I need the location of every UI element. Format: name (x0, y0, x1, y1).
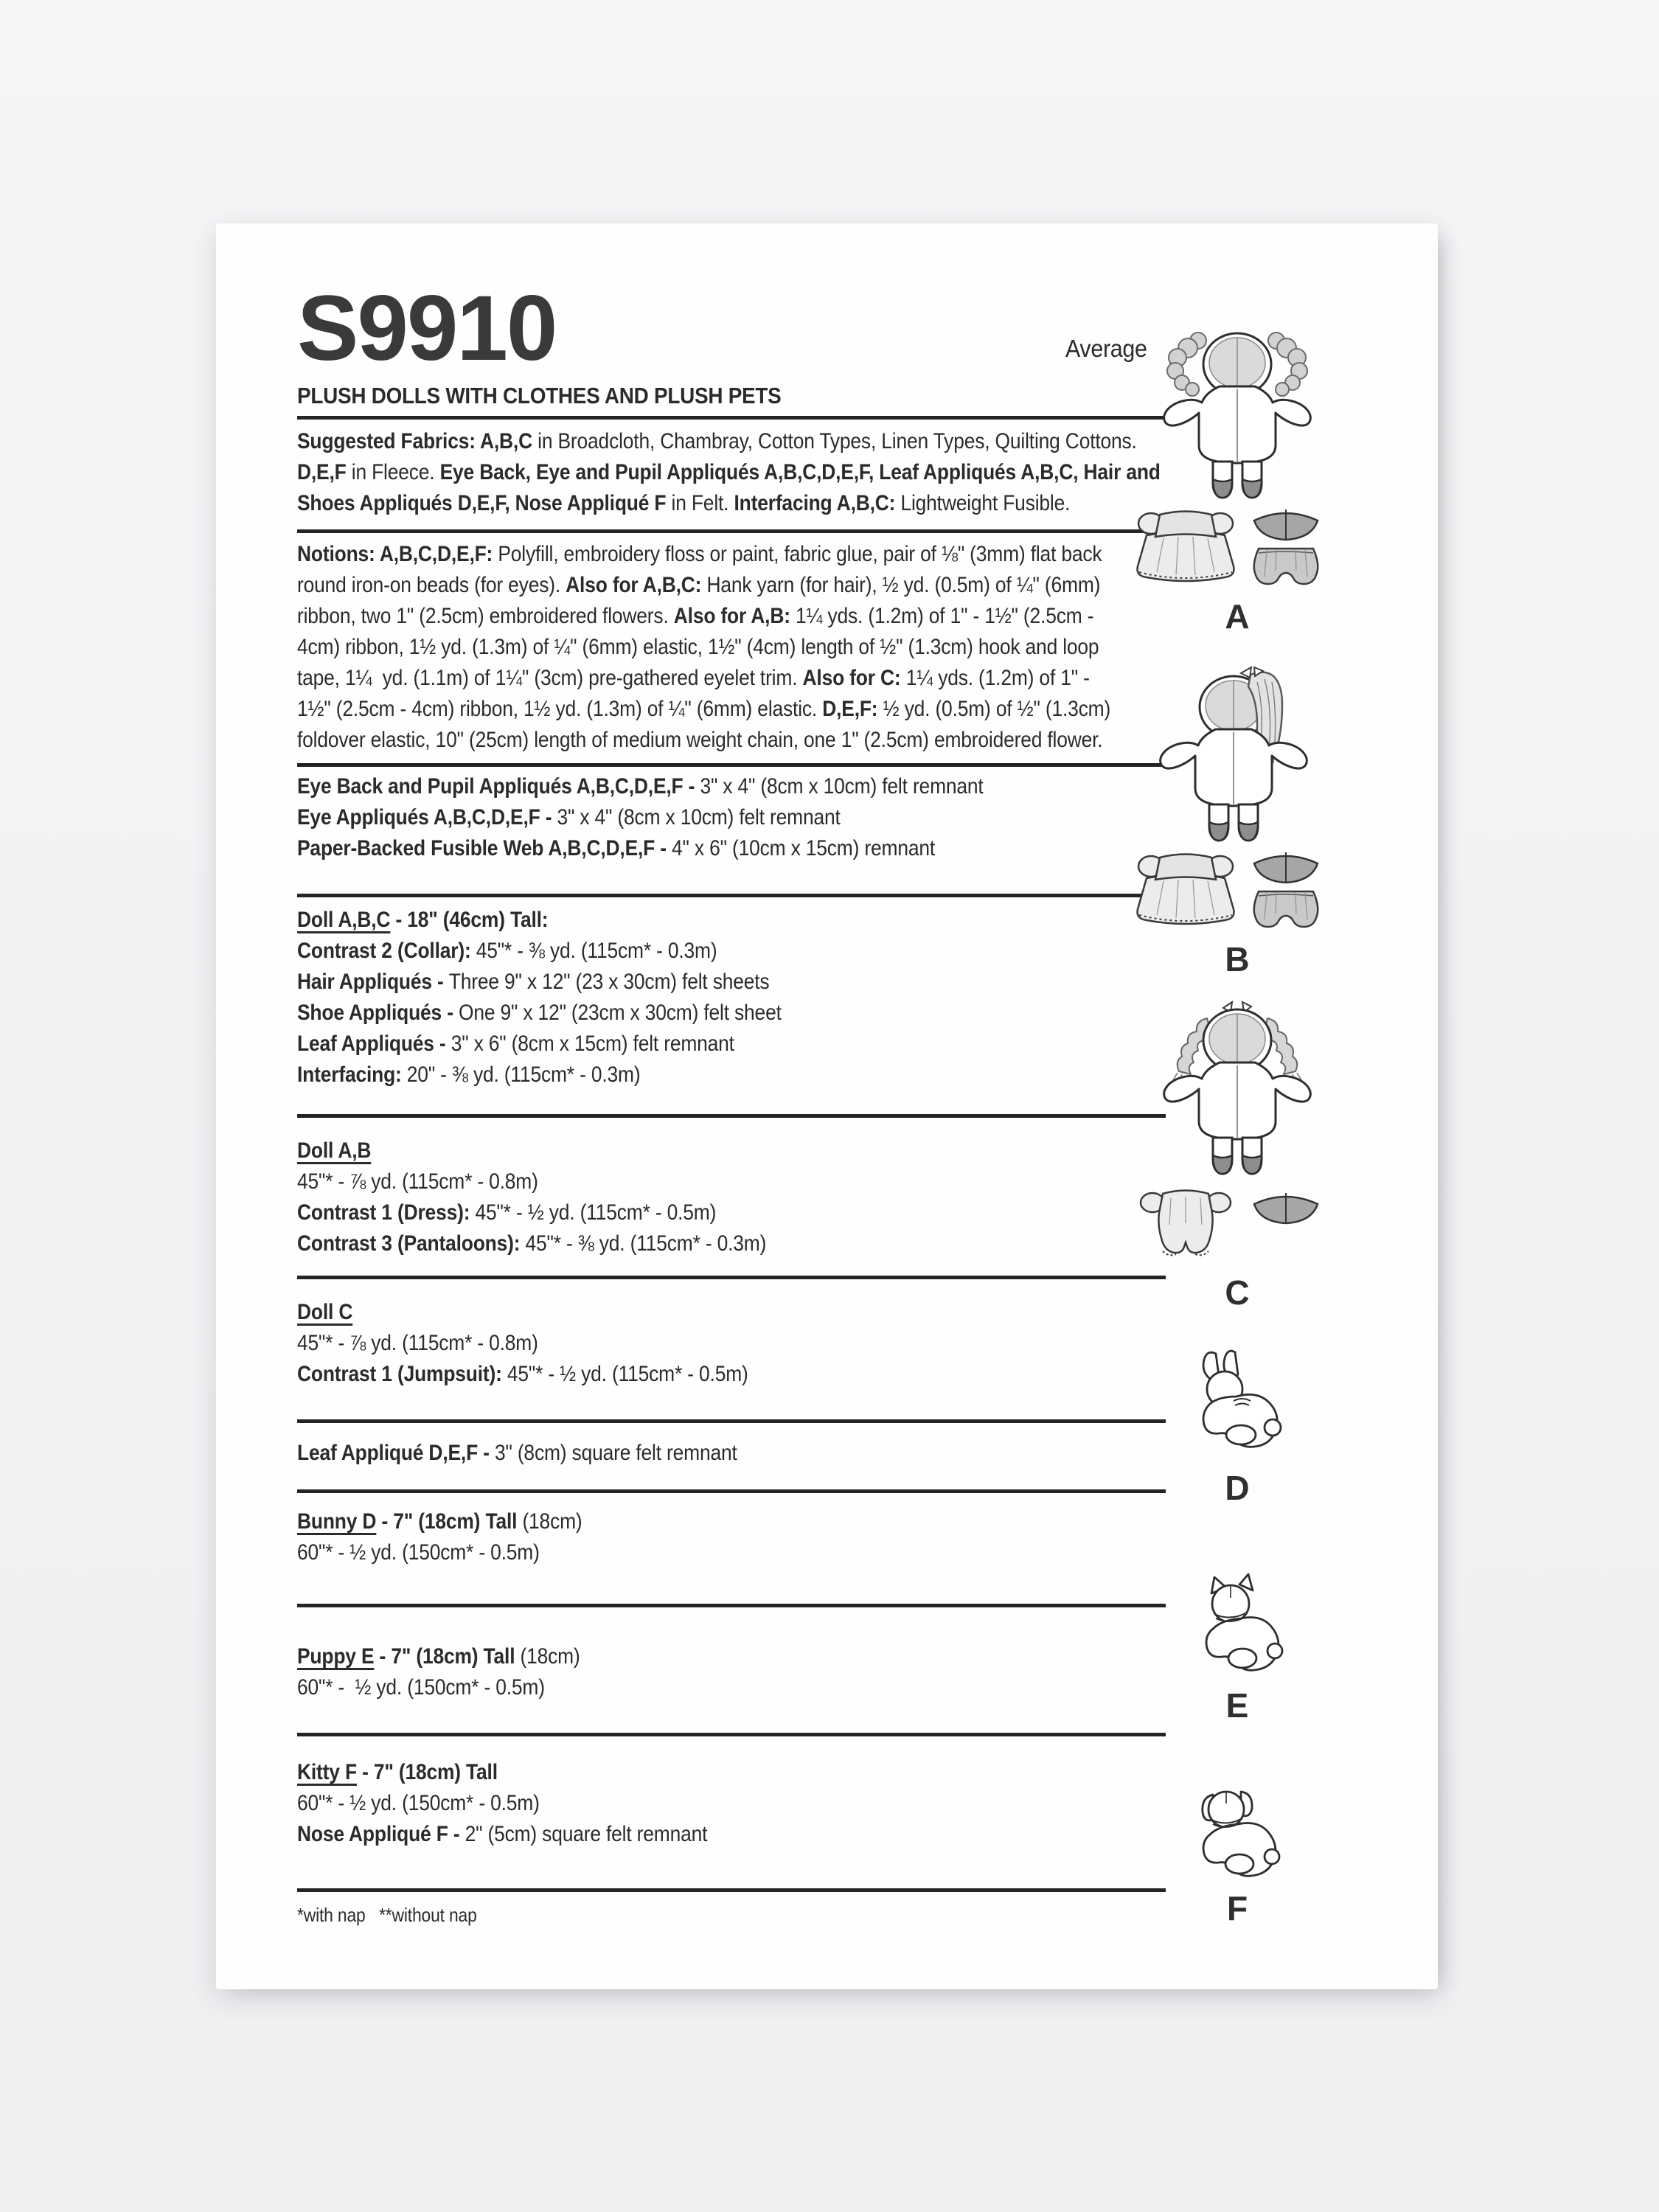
dress-collar-pantaloons-icon (1130, 504, 1344, 587)
doll-c-braids-icon (1130, 999, 1344, 1176)
figure-view-c (1130, 999, 1344, 1312)
notions-paragraph: Notions: A,B,C,D,E,F: Polyfill, embroidery floss or paint, fabric glue, pair of ⅛" (3mm) flat back round iron-on beads (for eyes). Also for A,B,C: Hank yarn (for hair), ½ yd. (0.5m) of ¼" (6mm) ribbon, two 1" (2.5cm) embroidered flowers. Also for A,B: 1¼ yds. (1.2m) of 1" - 1½" (2.5cm - 4cm) ribbon, 1½ yd. (1.3m) of ¼" (6mm) elastic, 1½" (4cm) length of ½" (1.3cm) hook and loop tape, 1¼ yd. (1.1m) of 1¼" (3cm) pre-gathered eyelet trim. Also for C: 1¼ yds. (1.2m) of 1" - 1½" (2.5cm - 4cm) ribbon, 1½ yd. (1.3m) of ¼" (6mm) elastic. D,E,F: ½ yd. (0.5m) of ½" (1.3cm) foldover elastic, 10" (25cm) length of medium weight chain, one 1" (2.5cm) embroidered flower. (297, 542, 1111, 752)
section-divider (297, 1888, 1166, 1892)
view-letter-f: F (1226, 1889, 1248, 1927)
view-letter-e: E (1225, 1686, 1249, 1725)
pattern-number: S9910 (297, 277, 557, 380)
suggested-fabrics-paragraph: Suggested Fabrics: A,B,C in Broadcloth, Chambray, Cotton Types, Linen Types, Quilting Cottons. D,E,F in Fleece. Eye Back, Eye and Pupil Appliqués A,B,C,D,E,F, Leaf Appliqués A,B,C, Hair and Shoes Appliqués D,E,F, Nose Appliqué F in Felt. Interfacing A,B,C: Lightweight Fusible. (297, 429, 1161, 515)
kitty-f-requirements: Kitty F - 7" (18cm) Tall 60"* - ½ yd. (150cm* - 0.5m) Nose Appliqué F - 2" (5cm) square felt remnant (297, 1760, 708, 1846)
dress-collar-pantaloons-icon (1130, 847, 1344, 930)
pattern-envelope-back (216, 223, 1438, 1989)
figure-view-a (1130, 323, 1344, 636)
doll-abc-requirements: Doll A,B,C - 18" (46cm) Tall: Contrast 2 (Collar): 45"* - ⅜ yd. (115cm* - 0.3m) Hair Appliqués - Three 9" x 12" (23 x 30cm) felt sheets Shoe Appliqués - One 9" x 12" (23cm x 30cm) felt sheet Leaf Appliqués - 3" x 6" (8cm x 15cm) felt remnant Interfacing: 20" - ⅜ yd. (115cm* - 0.3m) (297, 908, 782, 1087)
info-column (297, 223, 1175, 1930)
nap-footnote: *with nap **without nap (297, 1904, 477, 1926)
difficulty-rating: Average (1065, 335, 1147, 362)
jumpsuit-collar-icon (1130, 1180, 1344, 1263)
doll-b-yarn-ponytail-icon (1130, 666, 1344, 843)
figure-view-f (1130, 1783, 1344, 1927)
bunny-d-requirements: Bunny D - 7" (18cm) Tall (18cm) 60"* - ½ yd. (150cm* - 0.5m) (297, 1509, 582, 1565)
figure-view-b (1130, 666, 1344, 978)
doll-c-requirements: Doll C 45"* - ⅞ yd. (115cm* - 0.8m) Contrast 1 (Jumpsuit): 45"* - ½ yd. (115cm* - 0.5m) (297, 1300, 748, 1386)
kitty-icon (1130, 1783, 1344, 1879)
section-divider (297, 894, 1166, 897)
section-divider (297, 763, 1166, 767)
applique-remnants-list: Eye Back and Pupil Appliqués A,B,C,D,E,F - 3" x 4" (8cm x 10cm) felt remnant Eye Appliqués A,B,C,D,E,F - 3" x 4" (8cm x 10cm) felt remnant Paper-Backed Fusible Web A,B,C,D,E,F - 4" x 6" (10cm x 15cm) remnant (297, 774, 984, 860)
section-divider (297, 1733, 1166, 1736)
bunny-icon (1130, 1348, 1344, 1458)
section-divider (297, 1114, 1166, 1118)
doll-a-curly-pigtails-icon (1130, 323, 1344, 500)
figure-view-d (1130, 1348, 1344, 1507)
doll-ab-requirements: Doll A,B 45"* - ⅞ yd. (115cm* - 0.8m) Contrast 1 (Dress): 45"* - ½ yd. (115cm* - 0.5m) Contrast 3 (Pantaloons): 45"* - ⅜ yd. (115cm* - 0.3m) (297, 1138, 767, 1256)
view-letter-b: B (1225, 940, 1250, 978)
view-letter-a: A (1225, 597, 1250, 636)
page-subtitle: PLUSH DOLLS WITH CLOTHES AND PLUSH PETS (297, 383, 782, 408)
section-divider (297, 1604, 1166, 1607)
section-divider (297, 1489, 1166, 1493)
view-letter-d: D (1225, 1469, 1250, 1507)
puppy-icon (1130, 1573, 1344, 1676)
section-divider (297, 1419, 1166, 1423)
view-letter-c: C (1225, 1273, 1250, 1312)
section-divider (297, 1276, 1166, 1279)
figure-view-e (1130, 1573, 1344, 1725)
section-divider (297, 529, 1166, 533)
section-divider (297, 416, 1166, 420)
leaf-applique-def-line: Leaf Appliqué D,E,F - 3" (8cm) square felt remnant (297, 1441, 737, 1465)
puppy-e-requirements: Puppy E - 7" (18cm) Tall (18cm) 60"* - ½ yd. (150cm* - 0.5m) (297, 1644, 580, 1700)
